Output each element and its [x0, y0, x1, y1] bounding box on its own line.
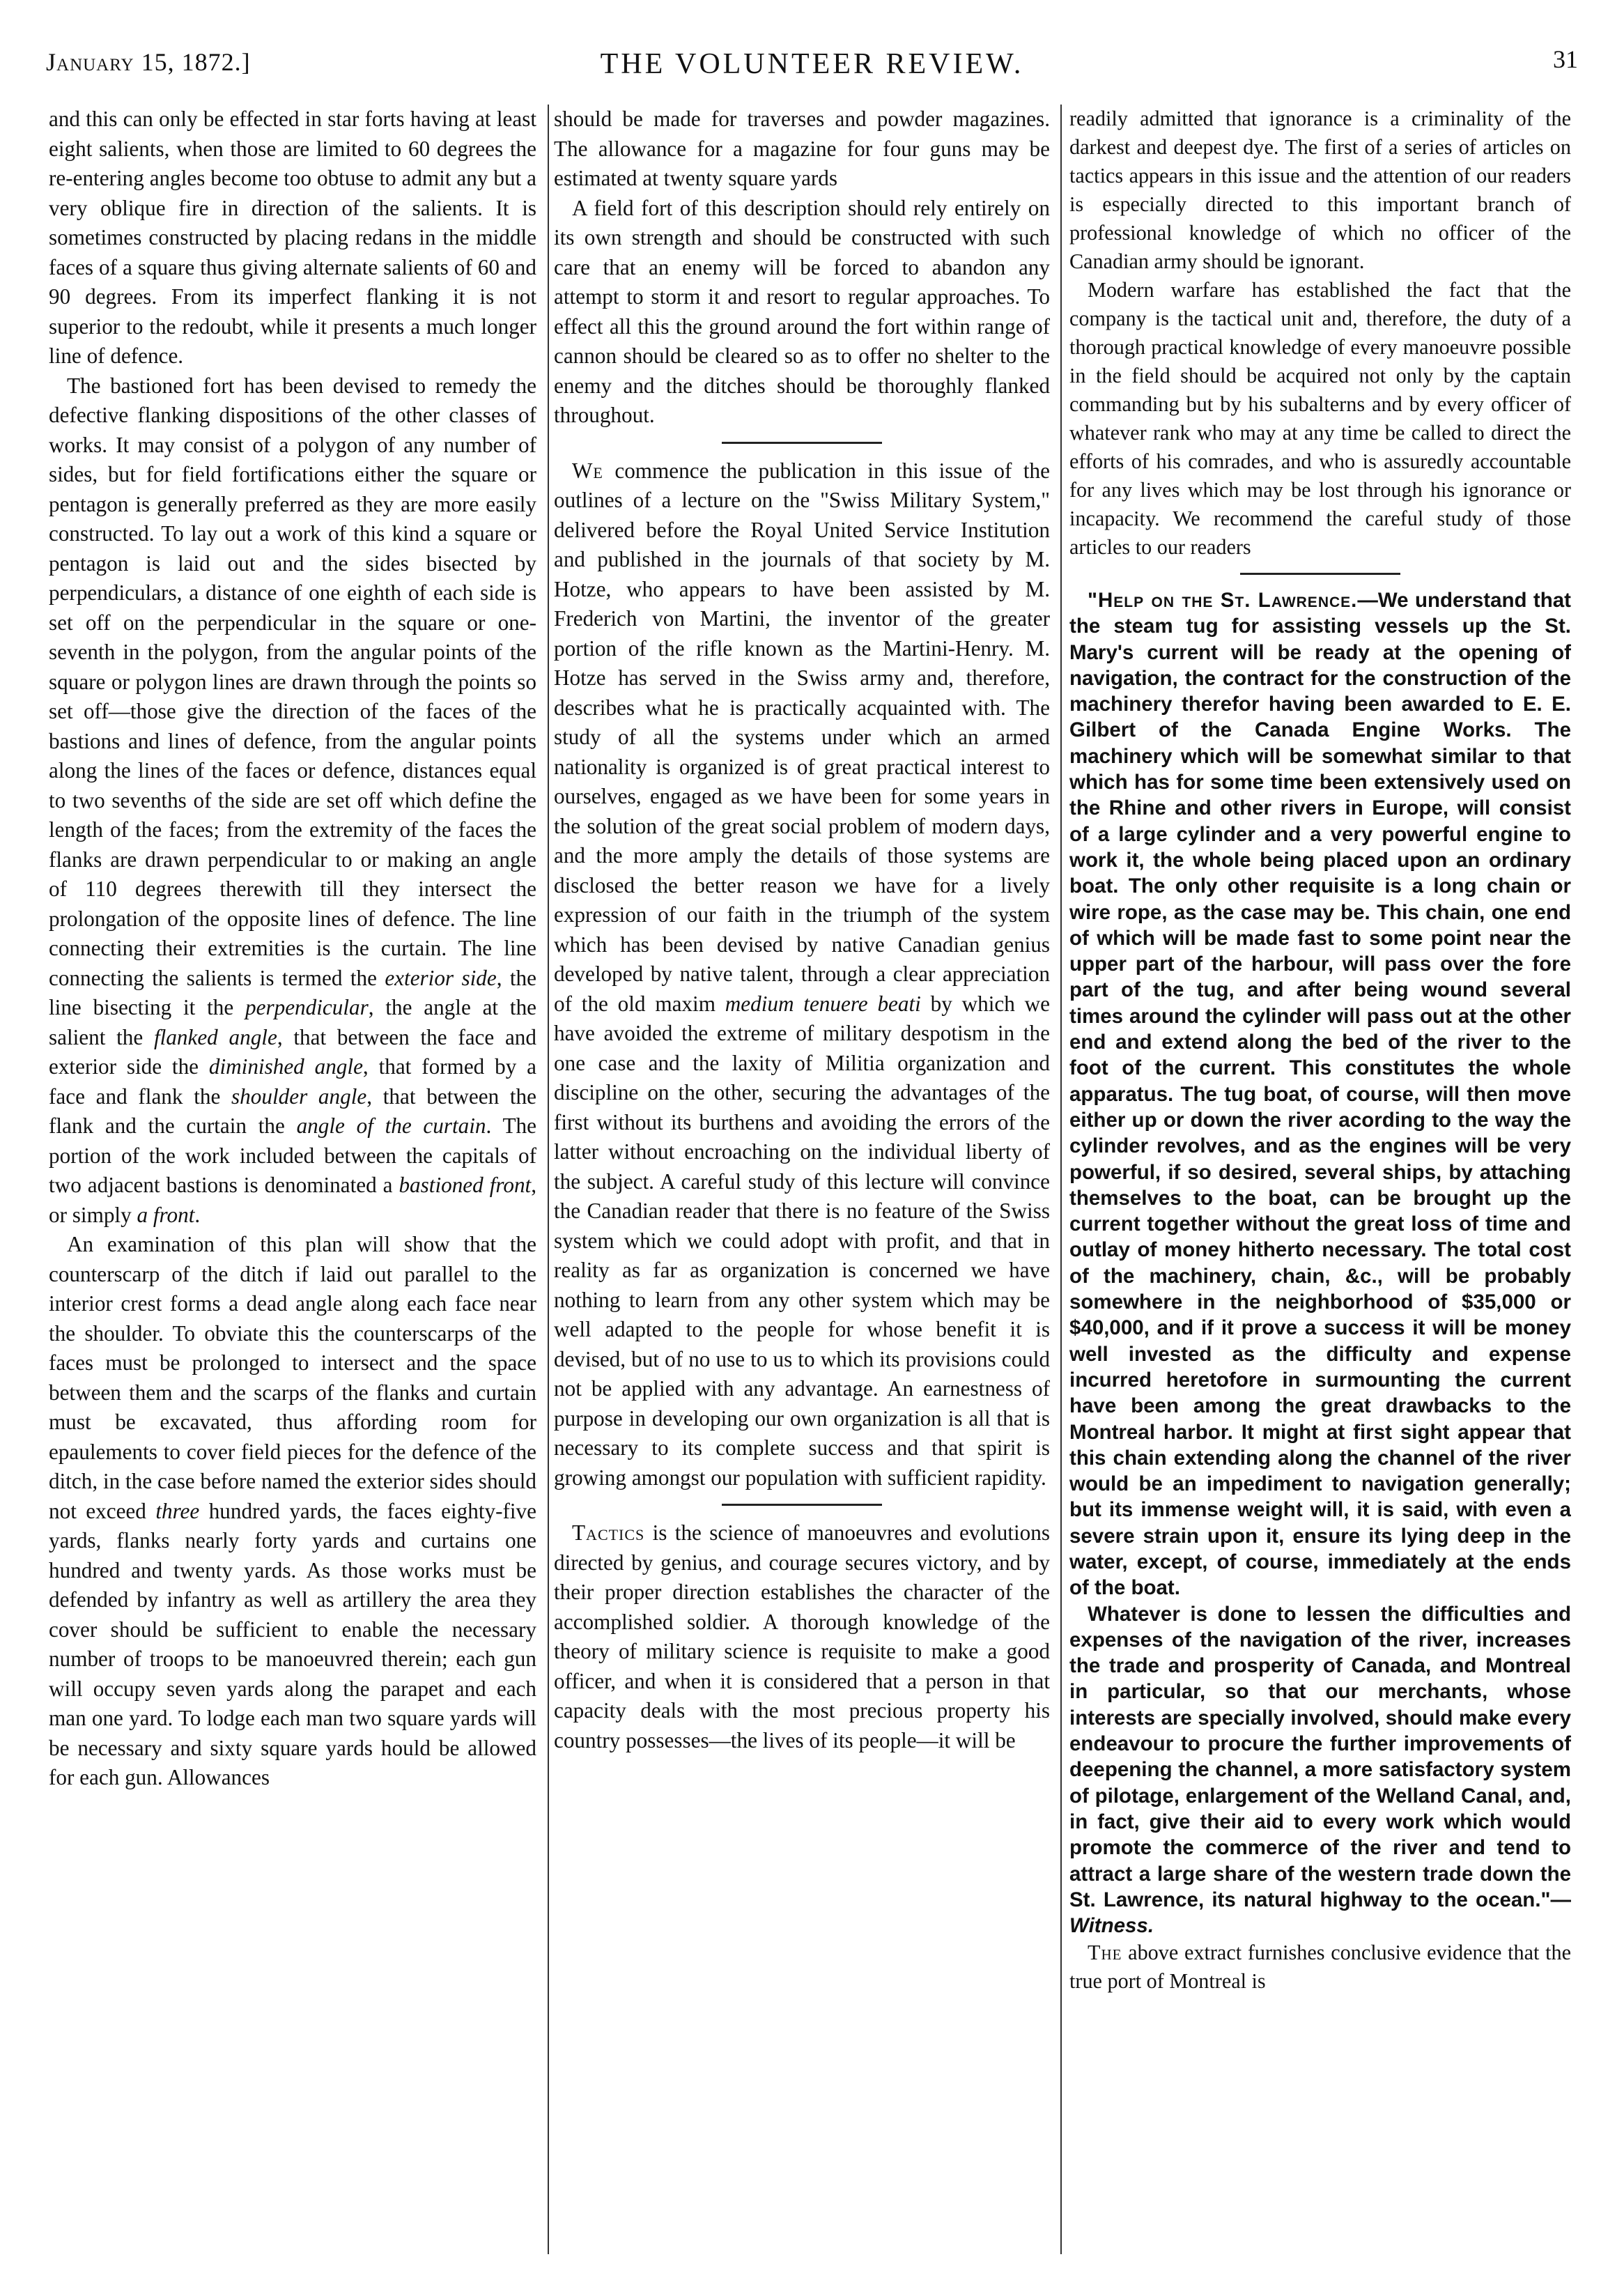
section-divider	[1240, 573, 1400, 575]
term-perpendicular: perpendicular	[245, 995, 369, 1019]
term-exterior-side: exterior side	[385, 965, 497, 990]
column-rule-left	[548, 105, 549, 2254]
section-divider	[722, 442, 882, 444]
column-2	[554, 105, 1050, 2265]
term-three: three	[155, 1498, 200, 1523]
issue-date: January 15, 1872.]	[46, 48, 251, 76]
paragraph-steam-tug: "Help on the St. Lawrence.—We understand that the steam tug for assisting vessels up the St. Mary's current will be ready at the opening of navigation, the contract for the construction of the machinery therefor having been awarded to E. E. Gilbert of the Canada Engine Works. The machinery which will be somewhat similar to that which has for some time been extensively used on the Rhine and other rivers in Europe, will consist of a large cylinder and a very powerful engine to work it, the whole being placed upon an ordinary boat. The only other requisite is a long chain or wire rope, as the case may be. This chain, one end of which will be made fast to some point near the upper part of the harbour, will pass over the fore part of the tug, and after being wound several times around the cylinder will pass out at the other end and extend along the bed of the river to the foot of the current. This constitutes the whole apparatus. The tug boat, of course, will then move either up or down the river acording to the way the cylinder revolves, and as the engines will be very powerful, if so desired, several ships, by attaching themselves to the boat, can be brought up the current together without the great loss of time and outlay of money hitherto necessary. The total cost of the machinery, chain, &c., will be probably somewhere in the neighborhood of $35,000 or $40,000, and if it prove a success it will be money well invested as the difficulty and expense incurred heretofore in surmounting the current have been among the great drawbacks to the Montreal harbor. It might at first sight appear that this chain extending along the channel of the river would be an impediment to navigation generally; but its immense weight will, it is said, with even a severe strain upon it, ensure its lying deep in the water, except, of course, immediately at the ends of the boat.	[1069, 589, 1571, 1600]
paragraph-modern-warfare: Modern warfare has established the fact that the company is the tactical unit and, therefore, the duty of a thorough practical knowledge of every manoeuvre possible in the field should be acquired not only by the captain commanding but by his subalterns and by every officer of whatever rank who may at any time be called to direct the efforts of his comrades, and who is assuredly accountable for any lives which may be lost through his ignorance or incapacity. We recommend the careful study of those articles to our readers	[1069, 278, 1571, 559]
paragraph-tactics: Tactics is the science of manoeuvres and evolutions directed by genius, and courage secures victory, and by their proper direction establishes the character of the accomplished soldier. A thorough knowledge of the theory of military science is requisite to make a good officer, and when it is considered that a person in that capacity deals with the most precious property his country possesses—the lives of its people—it will be	[554, 1520, 1050, 1752]
page-number: 31	[1553, 45, 1578, 73]
paragraph-magazines: should be made for traverses and powder magazines. The allowance for a magazine for four guns may be estimated at twenty square yards	[554, 107, 1050, 190]
masthead-title: THE VOLUNTEER REVIEW.	[600, 48, 1024, 80]
paragraph-conclusion: The above extract furnishes conclusive evidence that the true port of Montreal is	[1069, 1941, 1571, 1994]
paragraph-ignorance: readily admitted that ignorance is a criminality of the darkest and deepest dye. The first of a series of articles on tactics appears in this issue and the attention of our readers is especially directed to this important branch of professional knowledge of which no officer of the Canadian army should be ignorant.	[1069, 107, 1571, 273]
term-diminished-angle: diminished angle	[208, 1054, 363, 1079]
paragraph-navigation: Whatever is done to lessen the difficulties and expenses of the navigation of the river, increases the trade and prosperity of Canada, and Montreal in particular, so that our merchants, whose interests are specially involved, should make every endeavour to procure the further improvements of deepening the channel, a more satisfactory system of pilotage, enlargement of the Welland Canal, and, in fact, give their aid to every work which would promote the commerce of the river and tend to attract a large share of the western trade down the St. Lawrence, its natural highway to the ocean."—Witness.	[1069, 1602, 1571, 1938]
page-header	[42, 42, 1582, 84]
latin-maxim: medium tenuere beati	[725, 991, 921, 1016]
term-shoulder-angle: shoulder angle	[231, 1084, 367, 1109]
paragraph-examination: An examination of this plan will show that the counterscarp of the ditch if laid out parallel to the interior crest forms a dead angle along each face near the shoulder. To obviate this the counterscarps of the faces must be prolonged to intersect and the space between them and the scarps of the flanks and curtain must be excavated, thus affording room for epaulements to cover field pieces for the defence of the ditch, in the case before named the exterior sides should not exceed three hundred yards, the faces eighty-five yards, flanks nearly forty yards and curtains one hundred and twenty yards. As those works must be defended by infantry as well as artillery the area they cover should be sufficient to enable the necessary number of troops to be manoeuvred therein; each gun will occupy seven yards along the parapet and each man one yard. To lodge each man two square yards will be necessary and sixty square yards hould be allowed for each gun. Allowances	[49, 1232, 536, 1789]
term-bastioned-front: bastioned front	[399, 1173, 532, 1197]
paragraph-swiss-system: We commence the publication in this issue of the outlines of a lecture on the "Swiss Military System," delivered before the Royal United Service Institution and published in the journals of that society by M. Hotze, who appears to have been assisted by M. Frederich von Martini, the inventor of the greater portion of the rifle known as the Martini-Henry. M. Hotze has served in the Swiss army and, therefore, describes what he is practically acquainted with. The study of all the systems under which an armed nationality is organized is of great practical interest to ourselves, engaged as we have been for some years in the solution of the great social problem of modern days, and the more amply the details of those systems are disclosed the better reason we have for a lively expression of our faith in the triumph of the system which has been devised by native Canadian genius developed by native talent, through a clear appreciation of the old maxim medium tenuere beati by which we have avoided the extreme of military despotism in the one case and the laxity of Militia organization and discipline on the other, securing the advantages of the first without its burthens and avoiding the errors of the latter without encroaching on the individual liberty of the subject. A careful study of this lecture will convince the Canadian reader that there is no feature of the Swiss system which we could adopt with profit, and that in reality as far as organization is concerned we have nothing to learn from any other system which may be well adapted to the people for whose benefit it is devised, but of no use to us to which its provisions could not be applied with any advantage. An earnestness of purpose in developing our own organization is all that is necessary to its complete success and that spirit is growing amongst our population with sufficient rapidity.	[554, 458, 1050, 1490]
section-divider	[722, 1504, 882, 1506]
paragraph-star-forts: and this can only be effected in star forts having at least eight salients, when those are limited to 60 degrees the re-entering angles become too obtuse to admit any but a very oblique fire in direction of the salients. It is sometimes constructed by placing redans in the middle faces of a square thus giving alternate salients of 60 and 90 degrees. From its imperfect flanking it is not superior to the redoubt, while it presents a much longer line of defence.	[49, 107, 536, 368]
term-a-front: a front	[137, 1202, 195, 1227]
column-rule-right	[1060, 105, 1062, 2254]
extract-st-lawrence	[1069, 587, 1571, 1939]
column-1	[49, 105, 536, 2265]
source-witness: Witness.	[1069, 1914, 1154, 1938]
paragraph-bastioned-fort: The bastioned fort has been devised to remedy the defective flanking dispositions of the other classes of works. It may consist of a polygon of any number of sides, but for field fortifications either the square or pentagon is generally preferred as they are more easily constructed. To lay out a work of this kind a square or pentagon is laid out and the sides bisected by perpendiculars, a distance of one eighth of each side is set off on the perpendicular in the square or one-seventh in the polygon, from the angular points of the square or polygon lines are drawn through the points so set off—those give the direction of the faces of the bastions and lines of defence, from the angular points along the lines of the faces or defence, distances equal to two sevenths of the side are set off which define the length of the faces; from the extremity of the faces the flanks are drawn perpendicular to or making an angle of 110 degrees therewith till they intersect the prolongation of the opposite lines of defence. The line connecting their extremities is the curtain. The line connecting the salients is termed the exterior side, the line bisecting it the perpendicular, the angle at the salient the flanked angle, that between the face and exterior side the diminished angle, that formed by a face and flank the shoulder angle, that between the flank and the curtain the angle of the curtain. The portion of the work included between the capitals of two adjacent bastions is denominated a bastioned front, or simply a front.	[49, 373, 536, 1227]
paragraph-field-fort: A field fort of this description should rely entirely on its own strength and should be constructed with such care that an enemy will be forced to abandon any attempt to storm it and resort to regular approaches. To effect all this the ground around the fort within range of cannon should be cleared so as to offer no shelter to the enemy and the ditches should be thoroughly flanked throughout.	[554, 195, 1050, 427]
term-angle-of-curtain: angle of the curtain	[296, 1114, 486, 1138]
column-3	[1069, 105, 1571, 2265]
term-flanked-angle: flanked angle	[153, 1024, 277, 1049]
